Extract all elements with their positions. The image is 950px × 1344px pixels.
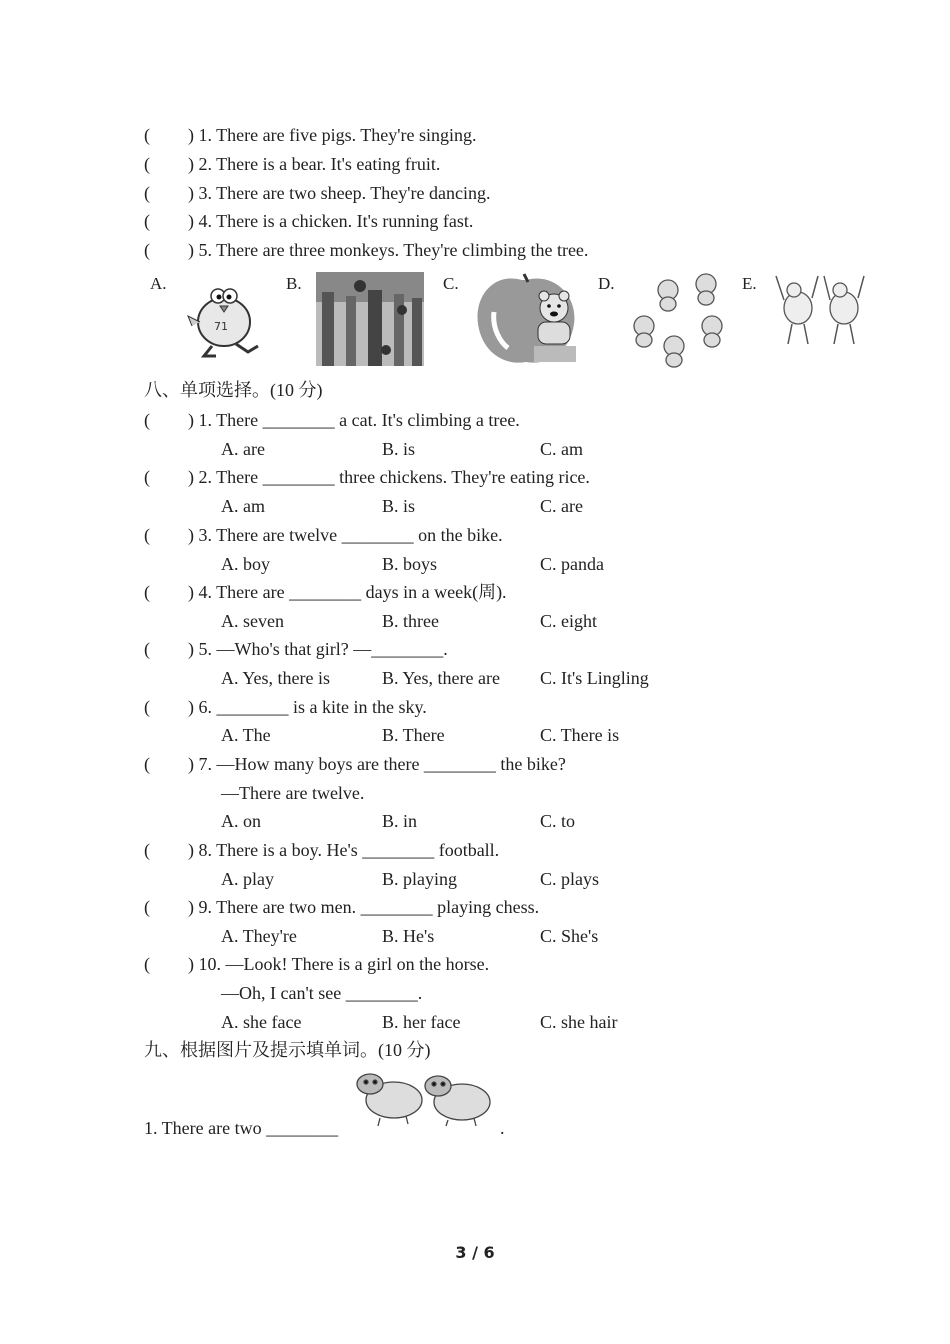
option-a: A. The <box>221 725 271 745</box>
option-a: A. boy <box>221 554 270 574</box>
option-c: C. to <box>540 811 576 831</box>
match-item-5: ( ) 5. There are three monkeys. They're climbing the tree. <box>144 240 589 260</box>
option-c: C. eight <box>540 611 597 631</box>
option-a: A. am <box>221 496 265 516</box>
question-4: ( ) 4. There are ________ days in a week(周). <box>144 582 507 602</box>
section-8-heading: 八、单项选择。(10 分) <box>144 380 323 401</box>
sheep-dancing-picture <box>772 270 872 350</box>
pigs-singing-picture <box>628 270 728 370</box>
monkeys-trees-picture <box>316 272 424 366</box>
option-a: A. play <box>221 869 274 889</box>
page-number: 3 / 6 <box>455 1243 495 1262</box>
match-text: ) 3. There are two sheep. They're dancing. <box>188 183 491 203</box>
option-a: A. on <box>221 811 261 831</box>
option-b: B. her face <box>382 1012 461 1032</box>
two-sheep-picture <box>350 1066 500 1128</box>
question-3: ( ) 3. There are twelve ________ on the bike. <box>144 525 503 545</box>
option-c: C. are <box>540 496 583 516</box>
option-a: A. are <box>221 439 265 459</box>
match-text: ) 2. There is a bear. It's eating fruit. <box>188 154 441 174</box>
match-item-3: ( ) 3. There are two sheep. They're dancing. <box>144 183 491 203</box>
option-b: B. three <box>382 611 439 631</box>
option-a: A. seven <box>221 611 284 631</box>
bear-eating-fruit-picture <box>474 272 580 368</box>
fill-item-1: 1. There are two ________ <box>144 1118 339 1138</box>
option-a: A. They're <box>221 926 297 946</box>
svg-text:71: 71 <box>214 320 228 333</box>
option-b: B. is <box>382 439 416 459</box>
question-8: ( ) 8. There is a boy. He's ________ football. <box>144 840 500 860</box>
option-c: C. There is <box>540 725 620 745</box>
option-c: C. she hair <box>540 1012 618 1032</box>
option-c: C. plays <box>540 869 600 889</box>
option-b: B. playing <box>382 869 457 889</box>
question-10-reply: —Oh, I can't see ________. <box>221 983 423 1003</box>
question-7: ( ) 7. —How many boys are there ________ the bike? <box>144 754 566 774</box>
question-9: ( ) 9. There are two men. ________ playing chess. <box>144 897 540 917</box>
picture-label-a: A. <box>150 274 167 293</box>
match-text: ) 1. There are five pigs. They're singing. <box>188 125 477 145</box>
question-10: ( ) 10. —Look! There is a girl on the horse. <box>144 954 490 974</box>
picture-label-b: B. <box>286 274 302 293</box>
option-b: B. in <box>382 811 418 831</box>
question-6: ( ) 6. ________ is a kite in the sky. <box>144 697 427 717</box>
question-7-reply: —There are twelve. <box>221 783 365 803</box>
option-b: B. There <box>382 725 445 745</box>
option-c: C. panda <box>540 554 604 574</box>
match-item-4: ( ) 4. There is a chicken. It's running fast. <box>144 211 474 231</box>
option-c: C. It's Lingling <box>540 668 649 688</box>
option-a: A. Yes, there is <box>221 668 331 688</box>
option-b: B. Yes, there are <box>382 668 500 688</box>
section-9-heading: 九、根据图片及提示填单词。(10 分) <box>144 1040 431 1061</box>
picture-label-c: C. <box>443 274 459 293</box>
question-2: ( ) 2. There ________ three chickens. They're eating rice. <box>144 467 590 487</box>
option-b: B. boys <box>382 554 438 574</box>
match-text: ) 5. There are three monkeys. They're climbing the tree. <box>188 240 589 260</box>
picture-label-d: D. <box>598 274 615 293</box>
question-5: ( ) 5. —Who's that girl? —________. <box>144 639 448 659</box>
fill-item-1-period: . <box>500 1118 505 1138</box>
option-a: A. she face <box>221 1012 302 1032</box>
picture-label-e: E. <box>742 274 757 293</box>
match-item-2: ( ) 2. There is a bear. It's eating fruit. <box>144 154 441 174</box>
option-c: C. am <box>540 439 583 459</box>
option-b: B. is <box>382 496 416 516</box>
match-text: ) 4. There is a chicken. It's running fast. <box>188 211 474 231</box>
chicken-running-picture <box>182 276 268 360</box>
option-c: C. She's <box>540 926 599 946</box>
question-1: ( ) 1. There ________ a cat. It's climbing a tree. <box>144 410 520 430</box>
option-b: B. He's <box>382 926 435 946</box>
match-item-1: ( ) 1. There are five pigs. They're singing. <box>144 125 477 145</box>
